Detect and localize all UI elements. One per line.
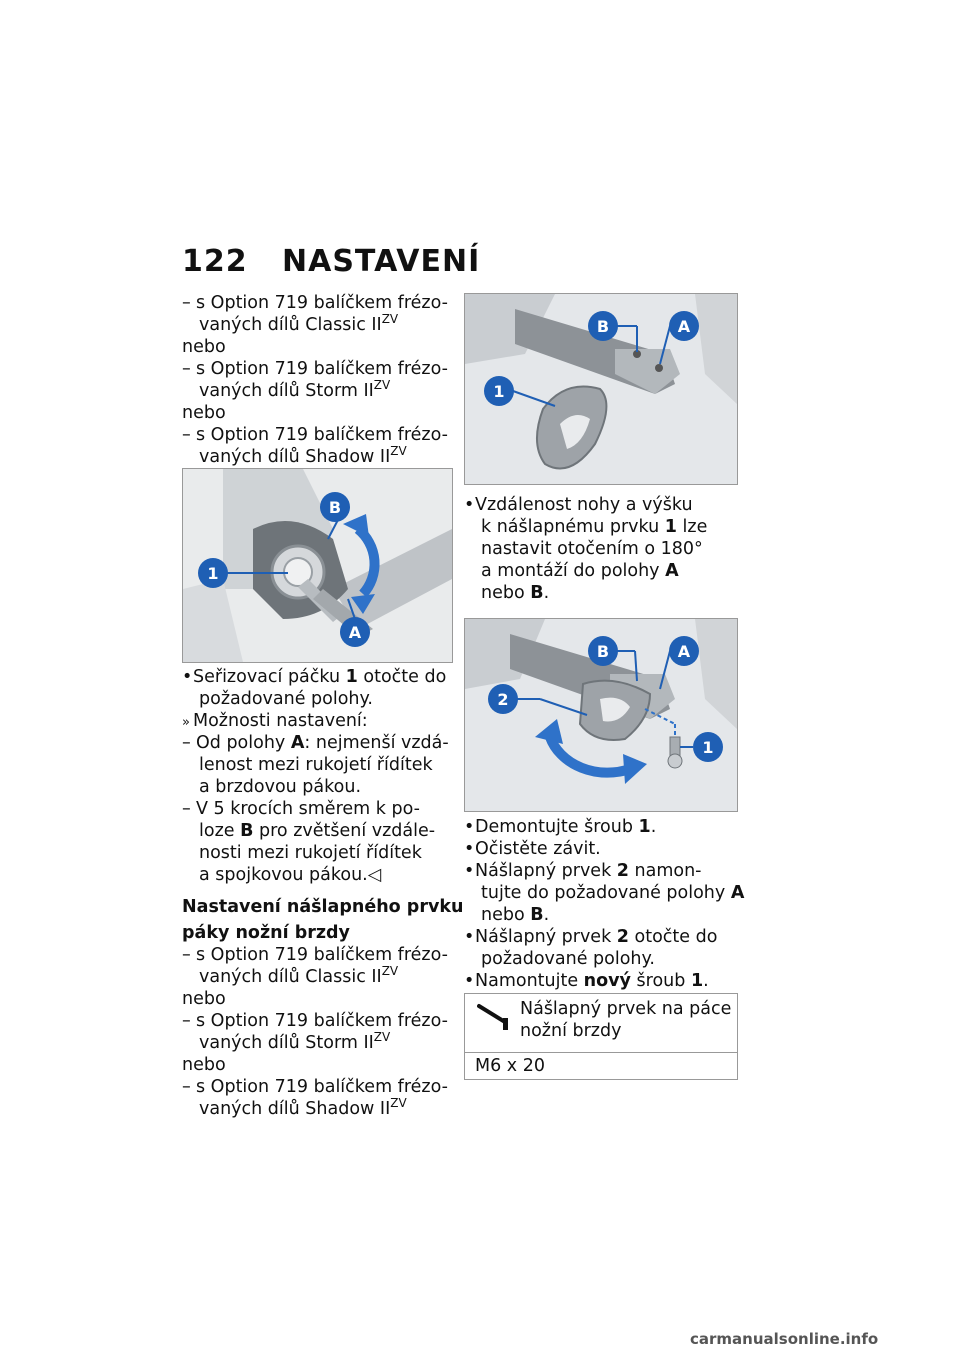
option-line: – s Option 719 balíčkem frézo-: [182, 358, 452, 380]
step-height-cont: k nášlapnému prvku 1 lze: [481, 517, 708, 537]
option-a: – Od polohy A: nejmenší vzdá-: [182, 732, 452, 754]
callout-b: [320, 492, 350, 522]
footrest-figure: [464, 293, 738, 485]
svg-text:A: A: [677, 642, 691, 661]
option-line: – s Option 719 balíčkem frézo-: [182, 1076, 452, 1098]
callout-a: [340, 617, 370, 647]
svg-text:1: 1: [493, 382, 505, 401]
option-line: – s Option 719 balíčkem frézo-: [182, 292, 452, 314]
step-mount-footrest-cont: nebo B.: [481, 905, 550, 925]
page-number: 122: [182, 244, 248, 279]
option-line: vaných dílů Classic $II^{ZV}$: [199, 964, 399, 987]
svg-text:A: A: [677, 317, 691, 336]
spec-label-row: [465, 994, 737, 1053]
callout-1: [484, 376, 514, 406]
section-heading-cont: páky nožní brzdy: [182, 923, 350, 943]
option-line: – s Option 719 balíčkem frézo-: [182, 424, 452, 446]
svg-text:2: 2: [497, 690, 509, 709]
spec-label: Nášlapný prvek na páce nožní brzdy: [520, 999, 732, 1041]
step-clean-thread: • Očistěte závit.: [464, 838, 739, 860]
option-a-cont: lenost mezi rukojetí řídítek: [199, 755, 433, 775]
option-b-cont: a spojkovou pákou.◁: [199, 865, 382, 885]
page-header: [182, 244, 480, 279]
callout-b: [588, 636, 618, 666]
option-line: vaných dílů Classic $II^{ZV}$: [199, 312, 399, 335]
step-mount-footrest-cont: tujte do požadované polohy A: [481, 883, 745, 903]
callout-1: [198, 558, 228, 588]
left-column-bottom: [182, 666, 464, 1120]
option-line: vaných dílů Shadow $II^{ZV}$: [199, 1096, 407, 1119]
option-b: – V 5 krocích směrem k po-: [182, 798, 452, 820]
svg-text:B: B: [596, 317, 610, 336]
step-lever-cont: požadované polohy.: [199, 689, 373, 709]
or-line: nebo: [182, 1055, 226, 1075]
svg-text:B: B: [596, 642, 610, 661]
option-line: vaných dílů Storm $II^{ZV}$: [199, 1030, 391, 1053]
step-install-screw: • Namontujte nový šroub 1.: [464, 970, 739, 992]
option-line: – s Option 719 balíčkem frézo-: [182, 944, 452, 966]
option-line: vaných dílů Shadow $II^{ZV}$: [199, 444, 407, 467]
right-column-steps: [464, 816, 745, 992]
result-line: » Možnosti nastavení:: [182, 710, 452, 732]
step-lever: • Seřizovací páčku 1 otočte do: [182, 666, 452, 688]
callout-2: [488, 684, 518, 714]
or-line: nebo: [182, 989, 226, 1009]
step-remove-screw: • Demontujte šroub 1.: [464, 816, 739, 838]
torque-wrench-icon: [477, 1002, 513, 1032]
section-heading: Nastavení nášlapného prvku: [182, 897, 464, 917]
end-mark-icon: ◁: [367, 865, 382, 885]
callout-a: [669, 311, 699, 341]
svg-text:1: 1: [702, 738, 714, 757]
right-column-top: [464, 494, 739, 604]
step-height: • Vzdálenost nohy a výšku: [464, 494, 739, 516]
watermark: carmanualsonline.info: [690, 1330, 879, 1348]
step-height-cont: a montáží do polohy A: [481, 561, 679, 581]
torque-spec-box: [464, 993, 738, 1080]
option-line: – s Option 719 balíčkem frézo-: [182, 1010, 452, 1032]
step-rotate-footrest: • Nášlapný prvek 2 otočte do: [464, 926, 739, 948]
step-mount-footrest: • Nášlapný prvek 2 namon-: [464, 860, 739, 882]
or-line: nebo: [182, 337, 226, 357]
svg-text:1: 1: [207, 564, 219, 583]
svg-text:B: B: [328, 498, 342, 517]
option-line: vaných dílů Storm $II^{ZV}$: [199, 378, 391, 401]
svg-text:A: A: [348, 623, 362, 642]
option-b-cont: loze B pro zvětšení vzdále-: [199, 821, 436, 841]
spec-value: M6 x 20: [475, 1056, 545, 1076]
page-title: NASTAVENÍ: [282, 244, 481, 279]
or-line: nebo: [182, 403, 226, 423]
lever-adjuster-figure: [182, 468, 453, 663]
option-b-cont: nosti mezi rukojetí řídítek: [199, 843, 422, 863]
step-height-cont: nebo B.: [481, 583, 550, 603]
step-height-cont: nastavit otočením o 180°: [481, 539, 703, 559]
callout-a: [669, 636, 699, 666]
callout-1: [693, 732, 723, 762]
footrest-screw-figure: [464, 618, 738, 812]
step-rotate-footrest-cont: požadované polohy.: [481, 949, 655, 969]
callout-b: [588, 311, 618, 341]
option-a-cont: a brzdovou pákou.: [199, 777, 362, 797]
left-column-top: [182, 292, 452, 468]
